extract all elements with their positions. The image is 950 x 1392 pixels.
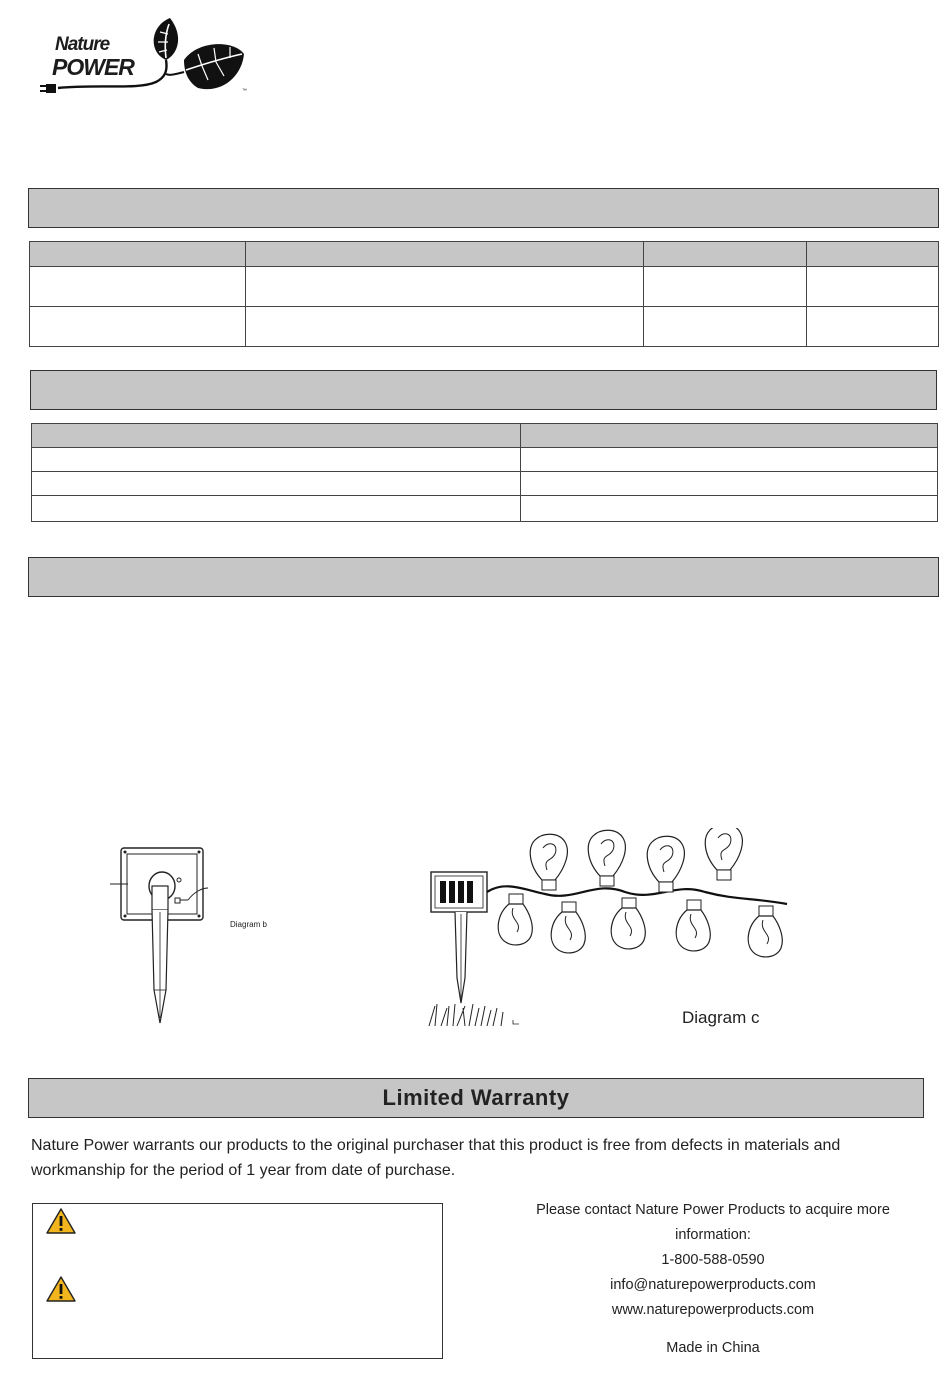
table-row — [32, 448, 938, 472]
section-header-3 — [28, 557, 939, 597]
logo-text-power: POWER — [52, 54, 134, 80]
bulb-icon — [676, 900, 710, 951]
diagram-b-label: Diagram b — [230, 920, 267, 929]
bulb-icon — [647, 836, 684, 892]
table-row — [30, 307, 939, 347]
bulb-icon — [705, 828, 742, 880]
section-header-2 — [30, 370, 937, 410]
bulb-icon — [611, 898, 645, 949]
table-row — [32, 472, 938, 496]
bulb-icon — [498, 894, 532, 945]
made-in-label: Made in China — [666, 1340, 760, 1356]
bulb-icon — [748, 906, 782, 957]
contact-line-2: information: — [675, 1227, 751, 1243]
trademark-symbol: ™ — [242, 88, 247, 94]
brand-logo — [38, 14, 250, 100]
table-row — [30, 267, 939, 307]
warning-triangle-icon — [45, 1207, 77, 1235]
contact-email: info@naturepowerproducts.com — [610, 1277, 816, 1293]
parts-table — [31, 423, 938, 522]
warranty-text: Nature Power warrants our products to the original purchaser that this product is free from defects in materials and workmanship for the period of 1 year from date of purchase. — [31, 1137, 841, 1179]
warning-triangle-icon — [45, 1275, 77, 1303]
contact-info — [498, 1198, 928, 1323]
contact-phone: 1-800-588-0590 — [661, 1252, 765, 1268]
bulb-icon — [530, 834, 567, 890]
table-row — [32, 496, 938, 522]
contact-line-1: Please contact Nature Power Products to acquire more — [536, 1202, 890, 1218]
diagram-c-illustration — [425, 828, 795, 1033]
specs-table — [29, 241, 939, 347]
bulb-icon — [551, 902, 585, 953]
logo-text-nature: Nature — [55, 34, 110, 55]
table-row — [30, 242, 939, 267]
diagram-c-label: Diagram c — [682, 1008, 760, 1027]
diagram-b-illustration — [110, 840, 220, 1030]
contact-website: www.naturepowerproducts.com — [611, 1302, 815, 1318]
caution-box — [32, 1203, 443, 1359]
section-header-1 — [28, 188, 939, 228]
table-row — [32, 424, 938, 448]
bulb-icon — [588, 830, 625, 886]
warranty-title: Limited Warranty — [28, 1078, 924, 1118]
